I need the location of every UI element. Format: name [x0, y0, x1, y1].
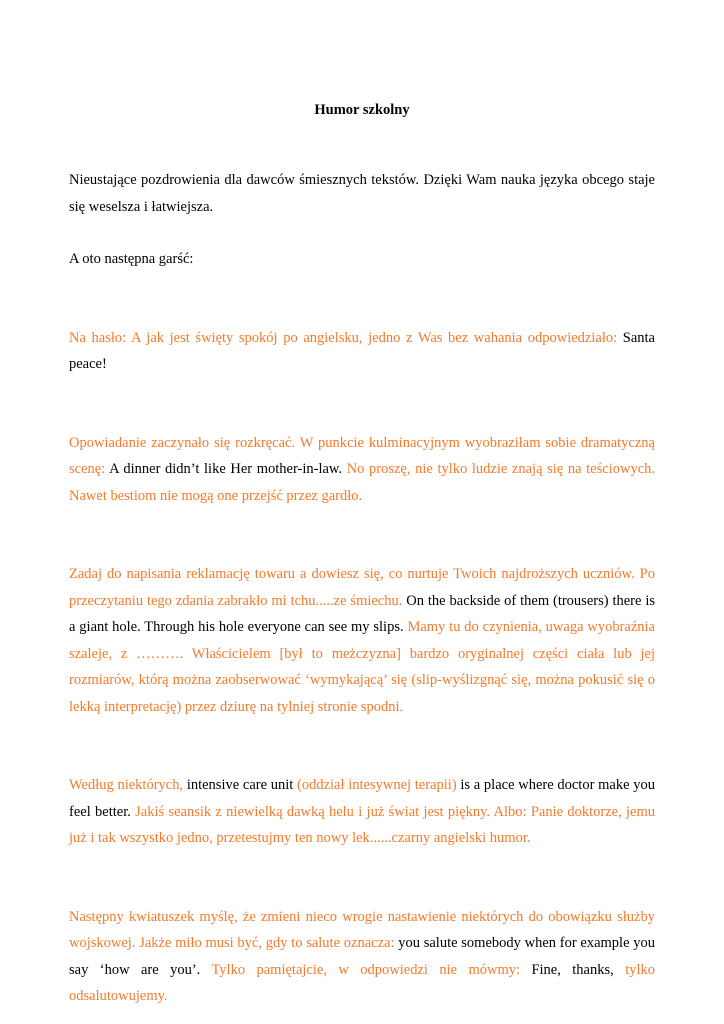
- quote-run: intensive care unit: [186, 777, 298, 793]
- commentary-run: Jakiś seansik z niewielką dawką helu i już świat jest piękny. Albo: Panie doktorze, jemu już i tak wszystko jedno, przetestujmy ten nowy lek......czarny angielski humor.: [69, 803, 656, 846]
- quote-run: A dinner didn’t like Her mother-in-law.: [109, 461, 347, 477]
- commentary-run: Opowiadanie zaczynało się rozkręcać. W punkcie kulminacyjnym wyobraziłam sobie dramatyczną scenę:: [69, 434, 655, 477]
- paragraph-santa-peace: [69, 325, 655, 378]
- commentary-run: Według niektórych,: [69, 777, 187, 793]
- commentary-run: Tylko pamiętajcie, w odpowiedzi nie mówmy:: [211, 961, 532, 978]
- text-run: Nieustające pozdrowienia dla dawców śmiesznych tekstów. Dzięki Wam nauka języka obcego staje się weselsza i łatwiejsza.: [69, 172, 655, 215]
- quote-run: Santa peace!: [69, 329, 655, 372]
- quote-run: is a place where doctor make you feel better.: [69, 777, 655, 820]
- commentary-run: Następny kwiatuszek myślę, że zmieni nieco wrogie nastawienie niektórych do obowiązku służby wojskowej. Jakże miło musi być, gdy to salute oznacza:: [69, 908, 655, 951]
- commentary-run: Zadaj do napisania reklamację towaru a dowiesz się, co nurtuje Twoich najdroższych uczniów. Po przeczytaniu tego zdania zabrakło mi tchu.....ze śmiechu.: [69, 566, 655, 609]
- quote-run: On the backside of them (trousers) there is a giant hole. Through his hole everyone can see my slips.: [69, 592, 656, 635]
- text-run: A oto następna garść:: [69, 251, 194, 267]
- commentary-run: Mamy tu do czynienia, uwaga wyobraźnia szaleje, z ………. Właścicielem [był to meżczyzna] bardzo oryginalnej części ciała lub jej rozmiarów, którą można zaobserwować ‘wymykającą’ się (slip-wyślizgnąć się, można pokusić się o lekką interpretację) przez dziurę na tylniej stronie spodni.: [69, 619, 655, 715]
- paragraph-complaint: [69, 561, 655, 720]
- commentary-run: (oddział intesywnej terapii): [297, 777, 461, 793]
- commentary-run: tylko odsalutowujemy.: [69, 961, 655, 1004]
- commentary-run: Na hasło: A jak jest święty spokój po angielsku, jedno z Was bez wahania odpowiedziało:: [69, 329, 623, 346]
- paragraph-intro: [69, 246, 655, 273]
- quote-run: Fine, thanks,: [531, 961, 626, 978]
- paragraph-dinner: [69, 430, 655, 510]
- quote-run: you salute somebody when for example you say ‘how are you’.: [69, 935, 656, 978]
- document-title: Humor szkolny: [314, 102, 410, 118]
- paragraph-salute: [69, 904, 655, 1010]
- paragraph-intensive-care: [69, 772, 655, 852]
- commentary-run: No proszę, nie tylko ludzie znają się na teściowych. Nawet bestiom nie mogą one przejść przez gardło.: [69, 461, 656, 504]
- paragraph-greeting: [69, 167, 655, 220]
